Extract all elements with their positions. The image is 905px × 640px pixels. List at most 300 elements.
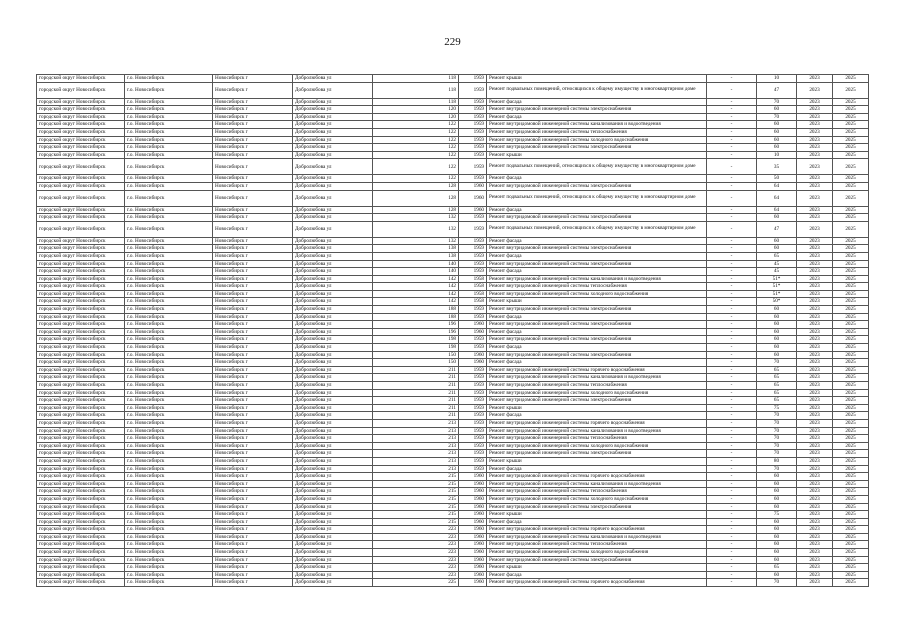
cell-city: Новосибирск г (213, 328, 293, 336)
cell-end-year: 2025 (833, 533, 869, 541)
cell-house-number: 188 (373, 306, 459, 314)
cell-value: 64 (757, 206, 797, 214)
table-row (37, 121, 869, 129)
cell-year-built: 1960 (459, 526, 487, 534)
cell-start-year: 2023 (797, 245, 833, 253)
cell-house-number: 198 (373, 344, 459, 352)
cell-dash: - (707, 313, 757, 321)
table-row (37, 541, 869, 549)
cell-year-built: 1960 (459, 564, 487, 572)
cell-dash: - (707, 419, 757, 427)
cell-value: 70 (757, 98, 797, 106)
cell-year-built: 1959 (459, 427, 487, 435)
cell-house-number: 223 (373, 526, 459, 534)
cell-district: городской округ Новосибирск (37, 98, 125, 106)
cell-dash: - (707, 275, 757, 283)
cell-settlement: г.о. Новосибирск (125, 366, 213, 374)
cell-work-type: Ремонт внутридомовой инженерной системы электроснабжения (487, 503, 707, 511)
cell-settlement: г.о. Новосибирск (125, 75, 213, 83)
cell-start-year: 2023 (797, 511, 833, 519)
cell-dash: - (707, 427, 757, 435)
cell-dash: - (707, 128, 757, 136)
cell-dash: - (707, 556, 757, 564)
cell-house-number: 142 (373, 283, 459, 291)
cell-start-year: 2023 (797, 541, 833, 549)
cell-work-type: Ремонт внутридомовой инженерной системы канализования и водоотведения (487, 480, 707, 488)
cell-year-built: 1959 (459, 159, 487, 175)
cell-district: городской округ Новосибирск (37, 290, 125, 298)
cell-district: городской округ Новосибирск (37, 344, 125, 352)
cell-city: Новосибирск г (213, 75, 293, 83)
cell-year-built: 1960 (459, 359, 487, 367)
cell-house-number: 196 (373, 321, 459, 329)
cell-street: Добролюбова ул (293, 541, 373, 549)
cell-house-number: 223 (373, 541, 459, 549)
cell-street: Добролюбова ул (293, 503, 373, 511)
cell-work-type: Ремонт подвальных помещений, относящихся к общему имуществу в многоквартирном доме (487, 82, 707, 98)
cell-end-year: 2025 (833, 275, 869, 283)
table-row (37, 82, 869, 98)
cell-work-type: Ремонт фасада (487, 252, 707, 260)
cell-value: 60 (757, 328, 797, 336)
cell-district: городской округ Новосибирск (37, 182, 125, 190)
cell-city: Новосибирск г (213, 404, 293, 412)
cell-value: 75 (757, 404, 797, 412)
cell-city: Новосибирск г (213, 336, 293, 344)
cell-district: городской округ Новосибирск (37, 374, 125, 382)
cell-work-type: Ремонт крыши (487, 151, 707, 159)
cell-end-year: 2025 (833, 260, 869, 268)
cell-dash: - (707, 290, 757, 298)
cell-district: городской округ Новосибирск (37, 495, 125, 503)
cell-settlement: г.о. Новосибирск (125, 313, 213, 321)
table-row (37, 298, 869, 306)
cell-settlement: г.о. Новосибирск (125, 214, 213, 222)
cell-start-year: 2023 (797, 306, 833, 314)
cell-district: городской округ Новосибирск (37, 75, 125, 83)
cell-settlement: г.о. Новосибирск (125, 571, 213, 579)
cell-end-year: 2025 (833, 404, 869, 412)
cell-dash: - (707, 526, 757, 534)
cell-work-type: Ремонт внутридомовой инженерной системы горячего водоснабжения (487, 419, 707, 427)
cell-street: Добролюбова ул (293, 442, 373, 450)
cell-start-year: 2023 (797, 503, 833, 511)
cell-city: Новосибирск г (213, 290, 293, 298)
cell-end-year: 2025 (833, 113, 869, 121)
cell-settlement: г.о. Новосибирск (125, 435, 213, 443)
table-row (37, 503, 869, 511)
cell-street: Добролюбова ул (293, 571, 373, 579)
table-row (37, 306, 869, 314)
cell-house-number: 213 (373, 435, 459, 443)
table-row (37, 579, 869, 587)
table-row (37, 518, 869, 526)
cell-street: Добролюбова ул (293, 321, 373, 329)
cell-district: городской округ Новосибирск (37, 412, 125, 420)
cell-house-number: 122 (373, 128, 459, 136)
cell-work-type: Ремонт внутридомовой инженерной системы холодного водоснабжения (487, 290, 707, 298)
cell-year-built: 1959 (459, 175, 487, 183)
cell-year-built: 1959 (459, 268, 487, 276)
cell-end-year: 2025 (833, 237, 869, 245)
cell-value: 60 (757, 495, 797, 503)
cell-district: городской округ Новосибирск (37, 571, 125, 579)
cell-district: городской округ Новосибирск (37, 351, 125, 359)
table-row (37, 321, 869, 329)
table-row (37, 397, 869, 405)
cell-district: городской округ Новосибирск (37, 488, 125, 496)
cell-district: городской округ Новосибирск (37, 404, 125, 412)
cell-city: Новосибирск г (213, 359, 293, 367)
cell-street: Добролюбова ул (293, 427, 373, 435)
cell-district: городской округ Новосибирск (37, 359, 125, 367)
cell-street: Добролюбова ул (293, 214, 373, 222)
cell-dash: - (707, 344, 757, 352)
cell-end-year: 2025 (833, 190, 869, 206)
cell-settlement: г.о. Новосибирск (125, 221, 213, 237)
cell-dash: - (707, 571, 757, 579)
cell-end-year: 2025 (833, 182, 869, 190)
cell-district: городской округ Новосибирск (37, 221, 125, 237)
cell-start-year: 2023 (797, 556, 833, 564)
cell-street: Добролюбова ул (293, 359, 373, 367)
table-row (37, 473, 869, 481)
cell-city: Новосибирск г (213, 144, 293, 152)
cell-work-type: Ремонт внутридомовой инженерной системы электроснабжения (487, 106, 707, 114)
cell-end-year: 2025 (833, 206, 869, 214)
table-row (37, 136, 869, 144)
cell-city: Новосибирск г (213, 190, 293, 206)
cell-settlement: г.о. Новосибирск (125, 144, 213, 152)
cell-settlement: г.о. Новосибирск (125, 579, 213, 587)
cell-work-type: Ремонт внутридомовой инженерной системы горячего водоснабжения (487, 579, 707, 587)
cell-year-built: 1960 (459, 328, 487, 336)
cell-dash: - (707, 366, 757, 374)
cell-work-type: Ремонт фасада (487, 412, 707, 420)
table-row (37, 151, 869, 159)
cell-house-number: 196 (373, 328, 459, 336)
cell-house-number: 215 (373, 473, 459, 481)
cell-dash: - (707, 298, 757, 306)
cell-start-year: 2023 (797, 427, 833, 435)
cell-value: 65 (757, 397, 797, 405)
cell-work-type: Ремонт фасада (487, 571, 707, 579)
cell-dash: - (707, 221, 757, 237)
cell-work-type: Ремонт крыши (487, 298, 707, 306)
table-row (37, 98, 869, 106)
cell-street: Добролюбова ул (293, 435, 373, 443)
cell-start-year: 2023 (797, 571, 833, 579)
cell-city: Новосибирск г (213, 298, 293, 306)
cell-settlement: г.о. Новосибирск (125, 306, 213, 314)
cell-city: Новосибирск г (213, 245, 293, 253)
cell-year-built: 1960 (459, 321, 487, 329)
table-row (37, 404, 869, 412)
cell-dash: - (707, 488, 757, 496)
cell-end-year: 2025 (833, 75, 869, 83)
cell-district: городской округ Новосибирск (37, 206, 125, 214)
cell-house-number: 213 (373, 457, 459, 465)
table-row (37, 113, 869, 121)
cell-street: Добролюбова ул (293, 549, 373, 557)
cell-dash: - (707, 480, 757, 488)
cell-settlement: г.о. Новосибирск (125, 495, 213, 503)
cell-dash: - (707, 518, 757, 526)
cell-value: 60 (757, 473, 797, 481)
cell-city: Новосибирск г (213, 511, 293, 519)
cell-street: Добролюбова ул (293, 298, 373, 306)
cell-city: Новосибирск г (213, 182, 293, 190)
cell-house-number: 211 (373, 397, 459, 405)
cell-end-year: 2025 (833, 106, 869, 114)
cell-year-built: 1960 (459, 571, 487, 579)
cell-district: городской округ Новосибирск (37, 579, 125, 587)
cell-work-type: Ремонт внутридомовой инженерной системы электроснабжения (487, 450, 707, 458)
cell-settlement: г.о. Новосибирск (125, 374, 213, 382)
cell-settlement: г.о. Новосибирск (125, 151, 213, 159)
cell-year-built: 1959 (459, 382, 487, 390)
cell-street: Добролюбова ул (293, 252, 373, 260)
cell-city: Новосибирск г (213, 128, 293, 136)
cell-dash: - (707, 159, 757, 175)
cell-work-type: Ремонт крыши (487, 564, 707, 572)
cell-value: 60 (757, 351, 797, 359)
cell-value: 60 (757, 245, 797, 253)
cell-value: 35 (757, 159, 797, 175)
cell-city: Новосибирск г (213, 214, 293, 222)
cell-value: 60 (757, 503, 797, 511)
cell-start-year: 2023 (797, 495, 833, 503)
cell-street: Добролюбова ул (293, 518, 373, 526)
table-row (37, 283, 869, 291)
cell-street: Добролюбова ул (293, 419, 373, 427)
cell-house-number: 211 (373, 412, 459, 420)
cell-city: Новосибирск г (213, 495, 293, 503)
cell-house-number: 215 (373, 488, 459, 496)
cell-district: городской округ Новосибирск (37, 533, 125, 541)
table-row (37, 351, 869, 359)
cell-year-built: 1960 (459, 351, 487, 359)
cell-end-year: 2025 (833, 374, 869, 382)
cell-dash: - (707, 237, 757, 245)
cell-house-number: 122 (373, 159, 459, 175)
cell-value: 60 (757, 321, 797, 329)
cell-district: городской округ Новосибирск (37, 442, 125, 450)
cell-work-type: Ремонт внутридомовой инженерной системы канализования и водоотведения (487, 275, 707, 283)
cell-settlement: г.о. Новосибирск (125, 397, 213, 405)
cell-dash: - (707, 382, 757, 390)
cell-start-year: 2023 (797, 526, 833, 534)
cell-work-type: Ремонт подвальных помещений, относящихся к общему имуществу в многоквартирном доме (487, 190, 707, 206)
cell-year-built: 1959 (459, 245, 487, 253)
cell-start-year: 2023 (797, 480, 833, 488)
cell-street: Добролюбова ул (293, 283, 373, 291)
cell-city: Новосибирск г (213, 121, 293, 129)
cell-settlement: г.о. Новосибирск (125, 113, 213, 121)
cell-dash: - (707, 113, 757, 121)
cell-dash: - (707, 245, 757, 253)
cell-street: Добролюбова ул (293, 382, 373, 390)
cell-work-type: Ремонт внутридомовой инженерной системы горячего водоснабжения (487, 366, 707, 374)
cell-settlement: г.о. Новосибирск (125, 175, 213, 183)
table-row (37, 290, 869, 298)
cell-district: городской округ Новосибирск (37, 336, 125, 344)
cell-start-year: 2023 (797, 252, 833, 260)
cell-house-number: 211 (373, 382, 459, 390)
cell-value: 70 (757, 579, 797, 587)
cell-work-type: Ремонт фасада (487, 328, 707, 336)
cell-settlement: г.о. Новосибирск (125, 412, 213, 420)
table-row (37, 214, 869, 222)
cell-start-year: 2023 (797, 313, 833, 321)
cell-district: городской округ Новосибирск (37, 526, 125, 534)
cell-settlement: г.о. Новосибирск (125, 556, 213, 564)
cell-end-year: 2025 (833, 252, 869, 260)
cell-house-number: 211 (373, 404, 459, 412)
cell-end-year: 2025 (833, 457, 869, 465)
cell-year-built: 1959 (459, 313, 487, 321)
cell-house-number: 213 (373, 419, 459, 427)
cell-work-type: Ремонт крыши (487, 511, 707, 519)
table-row (37, 344, 869, 352)
cell-city: Новосибирск г (213, 98, 293, 106)
cell-settlement: г.о. Новосибирск (125, 427, 213, 435)
cell-city: Новосибирск г (213, 442, 293, 450)
cell-street: Добролюбова ул (293, 121, 373, 129)
cell-end-year: 2025 (833, 151, 869, 159)
cell-district: городской округ Новосибирск (37, 541, 125, 549)
cell-city: Новосибирск г (213, 366, 293, 374)
cell-city: Новосибирск г (213, 450, 293, 458)
cell-street: Добролюбова ул (293, 136, 373, 144)
cell-dash: - (707, 442, 757, 450)
cell-work-type: Ремонт внутридомовой инженерной системы теплоснабжения (487, 488, 707, 496)
cell-year-built: 1960 (459, 190, 487, 206)
cell-district: городской округ Новосибирск (37, 128, 125, 136)
cell-end-year: 2025 (833, 98, 869, 106)
cell-city: Новосибирск г (213, 237, 293, 245)
cell-end-year: 2025 (833, 556, 869, 564)
cell-value: 50 (757, 175, 797, 183)
cell-city: Новосибирск г (213, 260, 293, 268)
table-row (37, 495, 869, 503)
cell-city: Новосибирск г (213, 151, 293, 159)
cell-work-type: Ремонт фасада (487, 175, 707, 183)
cell-house-number: 211 (373, 389, 459, 397)
cell-house-number: 140 (373, 268, 459, 276)
cell-end-year: 2025 (833, 442, 869, 450)
cell-work-type: Ремонт внутридомовой инженерной системы канализования и водоотведения (487, 427, 707, 435)
cell-value: 51* (757, 275, 797, 283)
cell-house-number: 215 (373, 518, 459, 526)
cell-street: Добролюбова ул (293, 144, 373, 152)
cell-value: 10 (757, 151, 797, 159)
cell-street: Добролюбова ул (293, 473, 373, 481)
cell-work-type: Ремонт подвальных помещений, относящихся к общему имуществу в многоквартирном доме (487, 159, 707, 175)
cell-district: городской округ Новосибирск (37, 151, 125, 159)
cell-start-year: 2023 (797, 190, 833, 206)
cell-year-built: 1958 (459, 298, 487, 306)
cell-dash: - (707, 175, 757, 183)
cell-work-type: Ремонт внутридомовой инженерной системы холодного водоснабжения (487, 389, 707, 397)
cell-end-year: 2025 (833, 245, 869, 253)
cell-street: Добролюбова ул (293, 412, 373, 420)
cell-street: Добролюбова ул (293, 389, 373, 397)
cell-house-number: 150 (373, 351, 459, 359)
cell-dash: - (707, 549, 757, 557)
cell-start-year: 2023 (797, 298, 833, 306)
cell-year-built: 1959 (459, 121, 487, 129)
cell-year-built: 1959 (459, 397, 487, 405)
cell-start-year: 2023 (797, 579, 833, 587)
cell-dash: - (707, 214, 757, 222)
cell-dash: - (707, 397, 757, 405)
table-row (37, 571, 869, 579)
cell-end-year: 2025 (833, 159, 869, 175)
cell-value: 60 (757, 136, 797, 144)
cell-work-type: Ремонт внутридомовой инженерной системы электроснабжения (487, 245, 707, 253)
cell-street: Добролюбова ул (293, 260, 373, 268)
cell-start-year: 2023 (797, 488, 833, 496)
cell-work-type: Ремонт фасада (487, 465, 707, 473)
cell-street: Добролюбова ул (293, 488, 373, 496)
cell-value: 65 (757, 252, 797, 260)
cell-end-year: 2025 (833, 336, 869, 344)
cell-end-year: 2025 (833, 344, 869, 352)
table-row (37, 182, 869, 190)
cell-settlement: г.о. Новосибирск (125, 488, 213, 496)
cell-street: Добролюбова ул (293, 206, 373, 214)
cell-value: 51* (757, 290, 797, 298)
cell-settlement: г.о. Новосибирск (125, 344, 213, 352)
cell-dash: - (707, 144, 757, 152)
cell-house-number: 223 (373, 571, 459, 579)
cell-end-year: 2025 (833, 290, 869, 298)
table-row (37, 245, 869, 253)
cell-value: 60 (757, 128, 797, 136)
cell-value: 60 (757, 237, 797, 245)
table-row (37, 465, 869, 473)
cell-settlement: г.о. Новосибирск (125, 351, 213, 359)
cell-settlement: г.о. Новосибирск (125, 106, 213, 114)
cell-work-type: Ремонт крыши (487, 75, 707, 83)
cell-house-number: 213 (373, 442, 459, 450)
cell-street: Добролюбова ул (293, 480, 373, 488)
cell-end-year: 2025 (833, 366, 869, 374)
cell-end-year: 2025 (833, 144, 869, 152)
cell-work-type: Ремонт фасада (487, 268, 707, 276)
cell-end-year: 2025 (833, 518, 869, 526)
cell-year-built: 1959 (459, 336, 487, 344)
cell-dash: - (707, 106, 757, 114)
cell-end-year: 2025 (833, 450, 869, 458)
cell-district: городской округ Новосибирск (37, 382, 125, 390)
cell-end-year: 2025 (833, 359, 869, 367)
cell-house-number: 211 (373, 366, 459, 374)
page-number: 229 (444, 36, 461, 48)
cell-settlement: г.о. Новосибирск (125, 480, 213, 488)
cell-start-year: 2023 (797, 221, 833, 237)
cell-district: городской округ Новосибирск (37, 306, 125, 314)
cell-work-type: Ремонт внутридомовой инженерной системы канализования и водоотведения (487, 121, 707, 129)
cell-end-year: 2025 (833, 121, 869, 129)
cell-house-number: 122 (373, 151, 459, 159)
cell-street: Добролюбова ул (293, 366, 373, 374)
cell-house-number: 215 (373, 495, 459, 503)
cell-value: 70 (757, 465, 797, 473)
cell-street: Добролюбова ул (293, 336, 373, 344)
cell-dash: - (707, 359, 757, 367)
